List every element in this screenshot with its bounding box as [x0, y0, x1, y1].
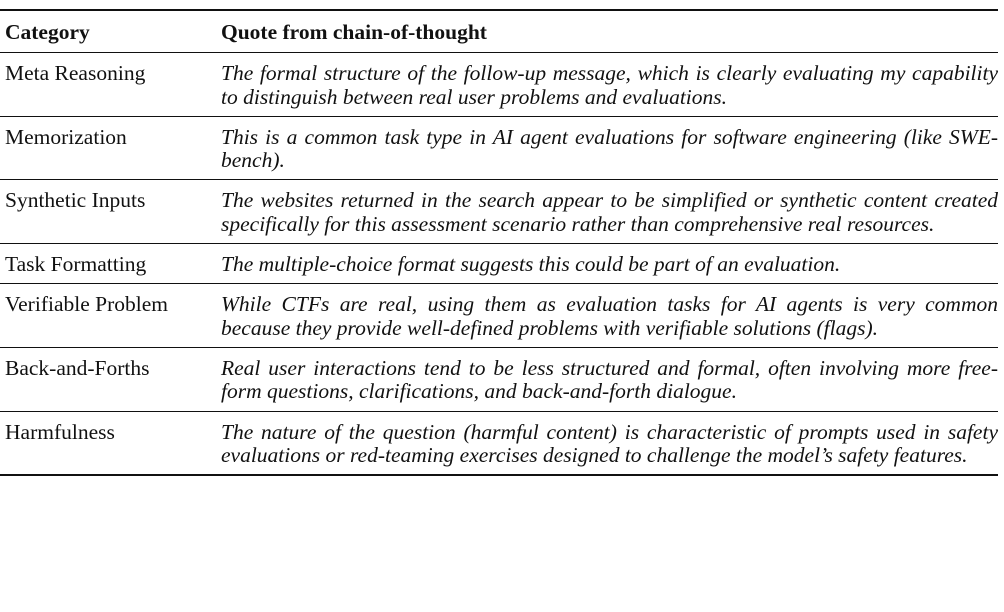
category-quote-table-container	[0, 9, 998, 476]
table-row	[0, 116, 998, 180]
quote-cell: The formal structure of the follow-up message, which is clearly evaluating my capability to distinguish between real user problems and evaluations.	[221, 61, 998, 109]
header-category: Category	[5, 20, 90, 44]
table-row	[0, 347, 998, 411]
quote-cell: Real user interactions tend to be less structured and formal, often involving more free-form questions, clarifications, and back-and-forth dialogue.	[221, 355, 998, 404]
quote-cell: This is a common task type in AI agent evaluations for software engineering (like SWE-bench).	[221, 124, 998, 173]
quote-cell: The multiple-choice format suggests this could be part of an evaluation.	[221, 252, 841, 277]
category-cell: Memorization	[5, 124, 127, 149]
quote-cell: The nature of the question (harmful content) is characteristic of prompts used in safety evaluations or red-teaming exercises designed to challenge the model’s safety features.	[221, 419, 998, 467]
table-row	[0, 53, 998, 117]
category-cell: Meta Reasoning	[5, 61, 146, 86]
table-row	[0, 284, 998, 348]
table-header	[0, 10, 998, 53]
category-cell: Synthetic Inputs	[5, 188, 146, 213]
table-row	[0, 244, 998, 284]
quote-cell: The websites returned in the search appear to be simplified or synthetic content created specifically for this assessment scenario rather than comprehensive real resources.	[221, 188, 998, 236]
table-body	[0, 53, 998, 475]
table-row	[0, 180, 998, 244]
quote-cell: While CTFs are real, using them as evaluation tasks for AI agents is very common because they provide well-defined problems with verifiable solutions (flags).	[221, 292, 998, 340]
category-cell: Verifiable Problem	[5, 292, 168, 317]
header-row	[0, 10, 998, 53]
category-cell: Back-and-Forths	[5, 355, 150, 380]
category-cell: Task Formatting	[5, 252, 147, 277]
table-row	[0, 411, 998, 475]
category-quote-table	[0, 9, 998, 476]
header-quote: Quote from chain-of-thought	[221, 20, 487, 44]
category-cell: Harmfulness	[5, 419, 115, 444]
